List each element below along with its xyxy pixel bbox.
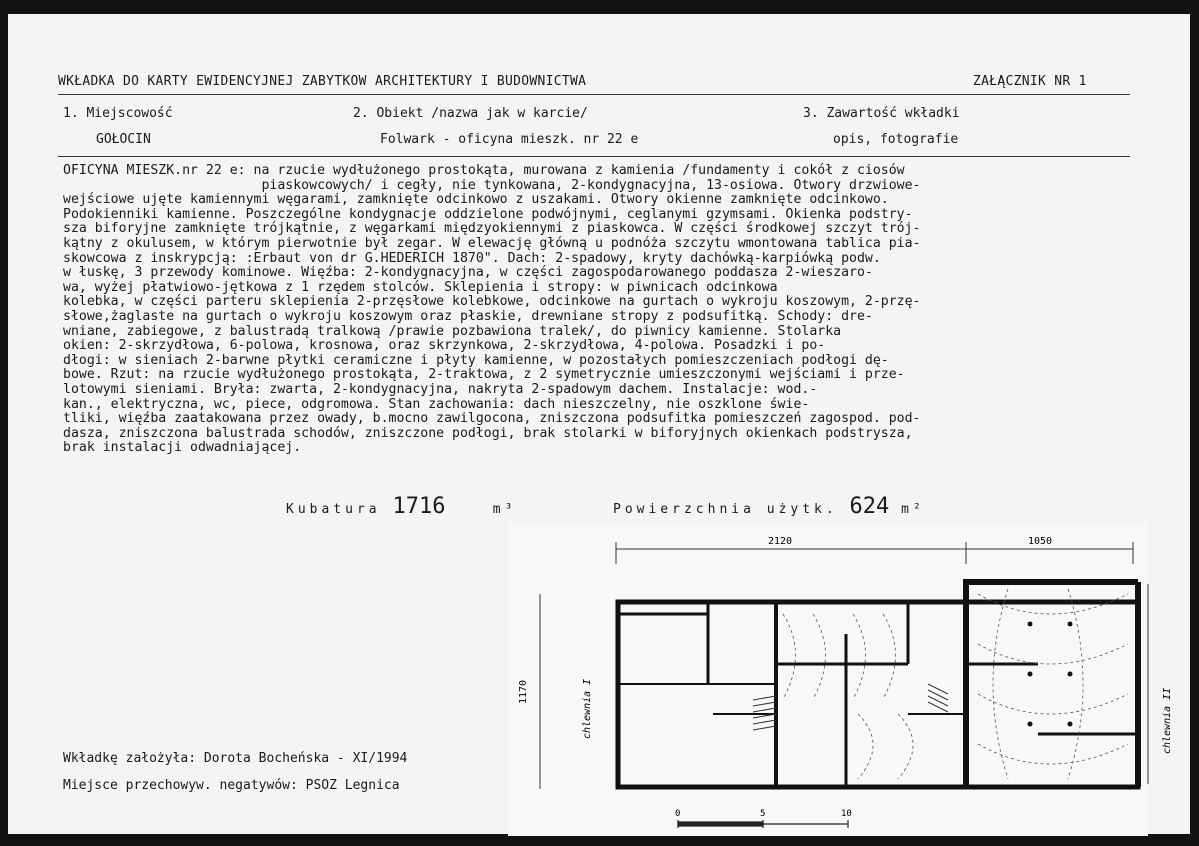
- description-line: piaskowcowych/ i cegły, nie tynkowana, 2-kondygnacyjna, 13-osiowa. Otwory drzwiowe-: [63, 177, 921, 193]
- plan-label-left: chlewnia I: [582, 678, 593, 739]
- card-title: WKŁADKA DO KARTY EWIDENCYJNEJ ZABYTKOW ARCHITEKTURY I BUDOWNICTWA: [58, 74, 587, 89]
- founded-by: Wkładkę założyła: Dorota Bocheńska - XI/1994: [63, 751, 408, 766]
- attachment-number: ZAŁĄCZNIK NR 1: [973, 74, 1087, 89]
- description-line: OFICYNA MIESZK.nr 22 e: na rzucie wydłużonego prostokąta, murowana z kamienia /fundamenty i cokół z ciosów: [63, 163, 905, 178]
- field-place-label: 1. Miejscowość: [63, 106, 173, 121]
- description-line: skowcowa z inskrypcją: :Erbaut von dr G.HEDERICH 1870". Dach: 2-spadowy, kryty dachówką-karpiówką podw.: [63, 250, 881, 266]
- negatives-location: Miejsce przechowyw. negatywów: PSOZ Legnica: [63, 778, 400, 793]
- dim-side: 1170: [518, 679, 529, 704]
- description-line: słowe,żaglaste na gurtach o wykroju koszowym oraz płaskie, drewniane stropy z podsufitką. Schody: dre-: [63, 308, 873, 324]
- area: [613, 494, 925, 519]
- area-label: Powierzchnia użytk.: [613, 502, 838, 517]
- header-rule: [58, 94, 1130, 95]
- description-text: [63, 164, 1153, 456]
- description-line: kan., elektryczna, wc, piece, odgromowa. Stan zachowania: dach nieszczelny, nie oszklone świe-: [63, 396, 810, 412]
- field-content-value: opis, fotografie: [833, 132, 959, 147]
- fields-rule: [58, 156, 1130, 157]
- field-object-value: Folwark - oficyna mieszk. nr 22 e: [380, 132, 639, 147]
- description-line: wejściowe ujęte kamiennymi węgarami, zamknięte odcinkowo z uszakami. Otwory okienne zamknięte odcinkowo.: [63, 192, 889, 208]
- dim-top-right: 1050: [1028, 536, 1053, 547]
- scale-5: 5: [760, 809, 766, 819]
- dim-top-left: 2120: [768, 536, 793, 547]
- plan-label-right: chlewnia II: [1162, 687, 1173, 754]
- scale-0: 0: [675, 809, 681, 819]
- description-line: okien: 2-skrzydłowa, 6-polowa, krosnowa, oraz skrzynkowa, 2-skrzydłowa, 4-polowa. Posadzki i po-: [63, 338, 826, 354]
- volume-unit: m³: [492, 502, 517, 517]
- description-line: lotowymi sieniami. Bryła: zwarta, 2-kondygnacyjna, nakryta 2-spadowym dachem. Instalacje: wod.-: [63, 381, 818, 397]
- description-line: wniane, zabiegowe, z balustradą tralkową /prawie pozbawiona tralek/, do piwnicy kamienne. Stolarka: [63, 323, 842, 339]
- description-line: bowe. Rzut: na rzucie wydłużonego prostokąta, 2-traktowa, z 2 symetrycznie umieszczonymi wejściami i prze-: [63, 367, 905, 383]
- record-card: [8, 14, 1190, 834]
- field-content-label: 3. Zawartość wkładki: [803, 106, 960, 121]
- description-line: wa, wyżej płatwiowo-jętkowa z 1 rzędem stolców. Sklepienia i stropy: w piwnicach odcinkowa: [63, 279, 778, 295]
- description-line: w łuskę, 3 przewody kominowe. Więźba: 2-kondygnacyjna, w części zagospodarowanego poddasza 2-wieszaro-: [63, 265, 873, 281]
- volume: [286, 494, 516, 519]
- field-place-value: GOŁOCIN: [96, 132, 151, 147]
- area-unit: m²: [901, 502, 925, 517]
- description-line: kątny z okulusem, w którym pierwotnie był zegar. W elewację główną u podnóża szczytu wmontowana tablica pia-: [63, 235, 921, 251]
- description-line: tliki, więźba zaatakowana przez owady, b.mocno zawilgocona, zniszczona podsufitka pomieszczeń zagospod. pod-: [63, 411, 921, 427]
- description-line: Podokienniki kamienne. Poszczególne kondygnacje oddzielone podwójnymi, ceglanymi gzymsami. Okienka podstry-: [63, 206, 913, 222]
- volume-value: 1716: [392, 494, 446, 519]
- area-value: 624: [849, 494, 890, 519]
- scale-10: 10: [841, 809, 852, 819]
- description-line: dasza, zniszczona balustrada schodów, zniszczone podłogi, brak stolarki w biforyjnych okienkach podstrysza,: [63, 425, 913, 441]
- floor-plan: [508, 524, 1173, 836]
- description-line: sza biforyjne zamknięte trójkątnie, z węgarkami międzyokiennymi z piaskowca. W części środkowej szczyt trój-: [63, 221, 921, 237]
- floor-plan-drawing: [508, 524, 1173, 836]
- description-line: brak instalacji odwadniającej.: [63, 440, 302, 456]
- description-line: kolebka, w części parteru sklepienia 2-przęsłowe kolebkowe, odcinkowe na gurtach o wykroju koszowym, 2-przę-: [63, 294, 921, 310]
- field-object-label: 2. Obiekt /nazwa jak w karcie/: [353, 106, 588, 121]
- volume-label: Kubatura: [286, 502, 381, 517]
- description-line: dłogi: w sieniach 2-barwne płytki ceramiczne i płyty kamienne, w pozostałych pomieszczeniach podłogi dę-: [63, 352, 889, 368]
